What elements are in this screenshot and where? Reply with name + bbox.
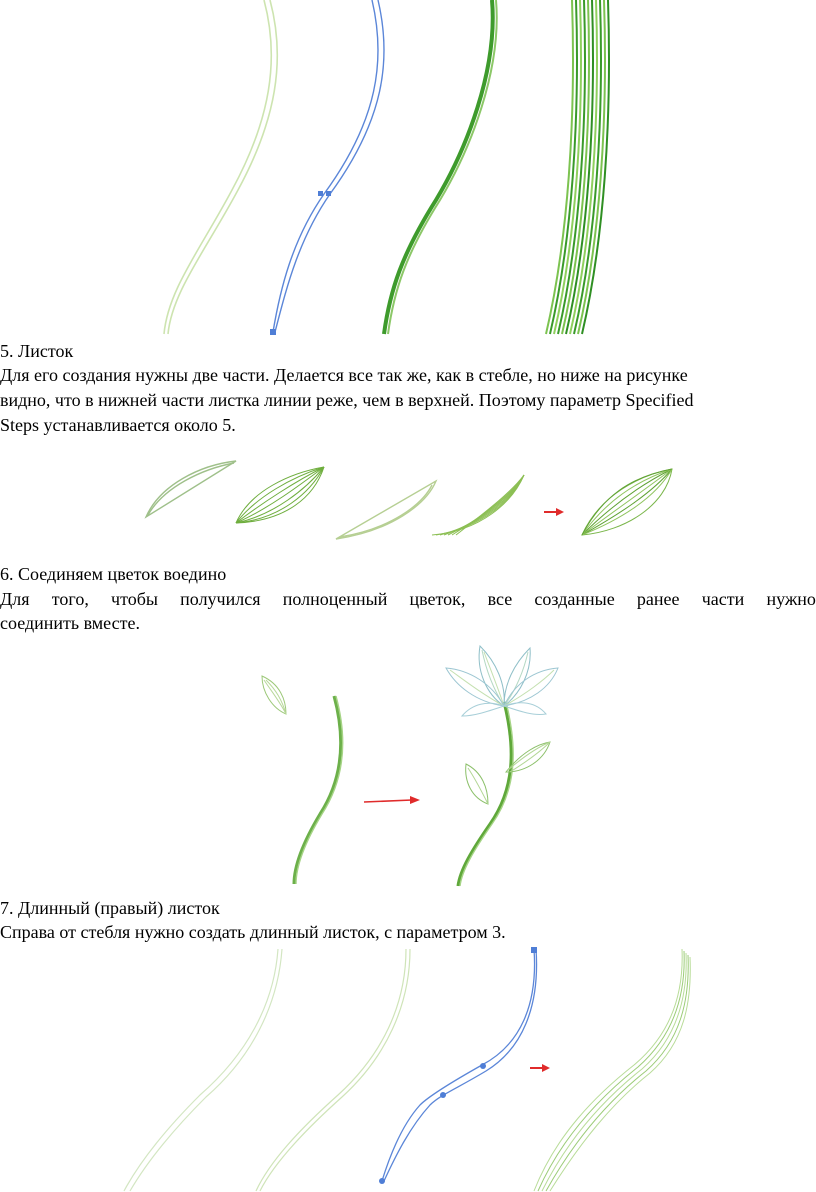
flower-petals	[446, 646, 558, 716]
arrow-right-icon	[364, 796, 420, 804]
word: цветок,	[409, 589, 466, 609]
word: все	[487, 589, 513, 609]
flower-leaf-left	[466, 764, 488, 804]
word: ранее	[636, 589, 680, 609]
long-leaf-outline	[124, 949, 282, 1191]
long-leaf-path-blue	[382, 949, 537, 1181]
anchor-point	[480, 1063, 486, 1069]
leaf-outline	[146, 461, 236, 517]
word: получился	[180, 589, 261, 609]
word: нужно	[766, 589, 816, 609]
arrow-right-icon	[544, 508, 564, 516]
anchor-point	[379, 1178, 385, 1184]
word: созданные	[534, 589, 615, 609]
anchor-point	[440, 1092, 446, 1098]
anchor-point	[531, 947, 537, 953]
word: того,	[51, 589, 89, 609]
section-7-heading: 7. Длинный (правый) листок	[0, 898, 220, 918]
leaf-outline	[336, 481, 436, 539]
long-leaf-steps-figure	[110, 945, 710, 1192]
flower-assembly-figure	[250, 640, 570, 890]
section-5-paragraph-line: Steps устанавливается около 5.	[0, 415, 236, 435]
leaf-steps-figure	[140, 455, 680, 550]
word: полноценный	[282, 589, 388, 609]
section-5-heading: 5. Листок	[0, 341, 74, 361]
section-6-heading: 6. Соединяем цветок воедино	[0, 564, 227, 584]
section-6-paragraph-line: соединить вместе.	[0, 613, 140, 633]
stem-part	[294, 696, 343, 884]
leaf-part	[262, 676, 286, 714]
section-5-paragraph-line: видно, что в нижней части листка линии реже, чем в верхней. Поэтому параметр Specified	[0, 390, 694, 410]
leaf-final	[582, 469, 672, 535]
word: чтобы	[111, 589, 158, 609]
stem-path-blue	[273, 0, 384, 332]
arrow-right-icon	[530, 1064, 550, 1072]
leaf-blend	[432, 475, 524, 535]
flower-stem	[458, 702, 513, 886]
stem-blend-green	[384, 0, 497, 334]
section-5-paragraph-line: Для его создания нужны две части. Делается все так же, как в стебле, но ниже на рисунке	[0, 365, 688, 385]
leaf-blend	[236, 467, 324, 523]
long-leaf-outline	[256, 949, 410, 1191]
word: Для	[0, 589, 30, 609]
stem-steps-figure	[140, 0, 660, 336]
section-6-paragraph-line	[0, 588, 816, 610]
word: части	[701, 589, 745, 609]
section-7-paragraph-line: Справа от стебля нужно создать длинный листок, с параметром 3.	[0, 922, 506, 942]
anchor-point	[270, 329, 276, 335]
long-leaf-final	[534, 949, 690, 1191]
stem-outline-light	[164, 0, 277, 334]
anchor-point	[318, 191, 323, 196]
anchor-point	[326, 191, 331, 196]
stem-final-lines	[546, 0, 609, 334]
